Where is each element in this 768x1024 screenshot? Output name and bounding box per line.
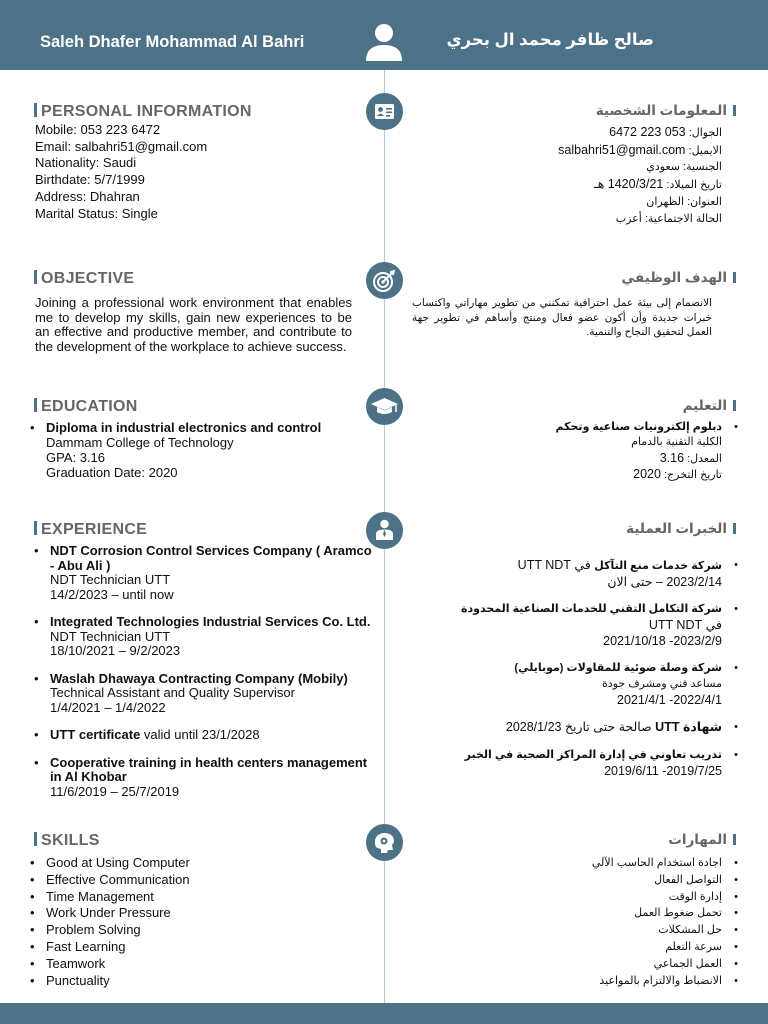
gpa-line-ar: المعدل: 3.16 [659,450,722,465]
experience-item: • Integrated Technologies Industrial Services Co. Ltd. NDT Technician UTT 18/10/2021 – 9/2/2023 [34,615,379,659]
name-arabic: صالح ظافر محمد ال بحري [446,31,654,49]
personal-info-heading: PERSONAL INFORMATION [34,103,252,121]
experience-heading: EXPERIENCE [34,521,147,539]
experience-item-ar: • شهادة UTT صالحة حتى تاريخ 2028/1/23 [408,719,738,736]
college-name-ar: الكلية التقنية بالدمام [631,436,722,449]
objective-heading-ar: الهدف الوظيفي [621,270,736,286]
marital-status-line-ar: الحالة الاجتماعية: أعزب [615,212,722,225]
heading-marker [733,105,736,116]
education-list-ar [438,420,738,483]
personal-info-heading-ar: المعلومات الشخصية [596,103,736,119]
skill-item: • Fast Learning [30,939,330,956]
degree-title: • Diploma in industrial electronics and control [46,420,322,435]
heading-marker [34,398,37,412]
heading-marker [34,103,37,117]
experience-item: • Waslah Dhawaya Contracting Company (Mobily) Technical Assistant and Quality Supervisor 1/4/2021 – 1/4/2022 [34,672,379,716]
degree-title-ar: • دبلوم إلكترونيات صناعية وتحكم [555,421,722,433]
heading-marker [733,523,736,534]
address-line-ar: العنوان: الظهران [646,195,722,208]
objective-text: Joining a professional work environment that enables me to develop my skills, gain new experiences to be an effective and productive member, and contribute to the development of the workplace to achieve success. [35,295,352,355]
education-item-ar [438,420,738,483]
mobile-line-ar: الجوال: 053 223 6472 [609,125,722,139]
heading-marker [733,834,736,845]
skills-heading-ar: المهارات [668,832,736,848]
experience-item: • NDT Corrosion Control Services Company ( Aramco - Abu Ali ) NDT Technician UTT 14/2/2023 – until now [34,544,379,602]
gpa-line: GPA: 3.16 [46,450,106,466]
skill-item-ar: • العمل الجماعي [438,956,738,973]
objective-text-ar: الانضمام إلى بيئة عمل احترافية تمكنني من تطوير مهاراتي واكتساب خبرات جديدة وأن أكون عضو فعال ومنتج وأساهم في تطوير جهة العمل لتحقيق النجاح والتنمية. [412,297,712,338]
college-name: Dammam College of Technology [46,435,234,451]
address-line: Address: Dhahran [35,188,140,204]
graduation-date-line-ar: تاريخ التخرج: 2020 [633,466,722,481]
experience-item-ar: • تدريب تعاوني في إدارة المراكز الصحية في الخبر 2019/7/25- 2019/6/11 [408,747,738,779]
brain-gear-icon [366,824,403,861]
skill-item: • Good at Using Computer [30,855,330,872]
objective-heading: OBJECTIVE [34,270,134,288]
experience-item-ar: • شركة وصلة ضوئية للمقاولات (موبايلي) مساعد فني ومشرف جودة 2022/4/1- 2021/4/1 [408,660,738,708]
experience-item: • UTT certificate valid until 23/1/2028 [34,728,379,743]
name-english: Saleh Dhafer Mohammad Al Bahri [40,33,305,51]
skill-item: • Teamwork [30,956,330,973]
graduation-date-line: Graduation Date: 2020 [46,465,178,481]
skills-list [30,855,330,989]
experience-item: • Cooperative training in health centers management in Al Khobar 11/6/2019 – 25/7/2019 [34,756,379,800]
skill-item-ar: • التواصل الفعال [438,872,738,889]
education-item [30,420,370,480]
skill-item-ar: • سرعة التعلم [438,939,738,956]
heading-marker [733,400,736,411]
mobile-line: Mobile: 053 223 6472 [35,122,161,137]
skill-item: • Work Under Pressure [30,905,330,922]
heading-marker [34,270,37,284]
education-heading-ar: التعليم [683,398,736,414]
skill-item-ar: • تحمل ضغوط العمل [438,905,738,922]
email-line: Email: salbahri51@gmail.com [35,138,208,154]
education-list [30,420,370,480]
graduation-cap-icon [366,388,403,425]
nationality-line: Nationality: Saudi [35,155,137,171]
skill-item: • Problem Solving [30,922,330,939]
heading-marker [733,272,736,283]
experience-list-ar [408,557,738,790]
birthdate-line: Birthdate: 5/7/1999 [35,172,145,188]
experience-list [34,544,379,812]
id-card-icon [366,93,403,130]
nationality-line-ar: الجنسية: سعودي [646,161,722,174]
skill-item: • Time Management [30,889,330,906]
skill-item-ar: • إدارة الوقت [438,889,738,906]
skill-item: • Punctuality [30,973,330,990]
user-icon [363,22,405,62]
marital-status-line: Marital Status: Single [35,205,158,221]
personal-info-list-ar [402,124,722,227]
skill-item: • Effective Communication [30,872,330,889]
email-line-ar: الايميل: salbahri51@gmail.com [558,142,722,157]
skill-item-ar: • اجادة استخدام الحاسب الآلي [438,855,738,872]
skill-item-ar: • الانضباط والالتزام بالمواعيد [438,973,738,990]
experience-item-ar: • شركة التكامل التقني للخدمات الصناعية المحدودة في UTT NDT 2023/2/9- 2021/10/18 [408,601,738,649]
birthdate-line-ar: تاريخ الميلاد: 1420/3/21 هـ [594,177,722,192]
target-icon [366,262,403,299]
heading-marker [34,832,37,846]
experience-heading-ar: الخبرات العملية [626,521,736,537]
education-heading: EDUCATION [34,398,138,416]
heading-marker [34,521,37,535]
footer-bar [0,1003,768,1024]
skills-list-ar [438,855,738,989]
header-bar [0,0,768,70]
skills-heading: SKILLS [34,832,100,850]
skill-item-ar: • حل المشكلات [438,922,738,939]
personal-info-list [35,122,365,222]
experience-item-ar: • شركة خدمات منع التآكل في UTT NDT 2023/2/14 – حتى الان [408,557,738,590]
